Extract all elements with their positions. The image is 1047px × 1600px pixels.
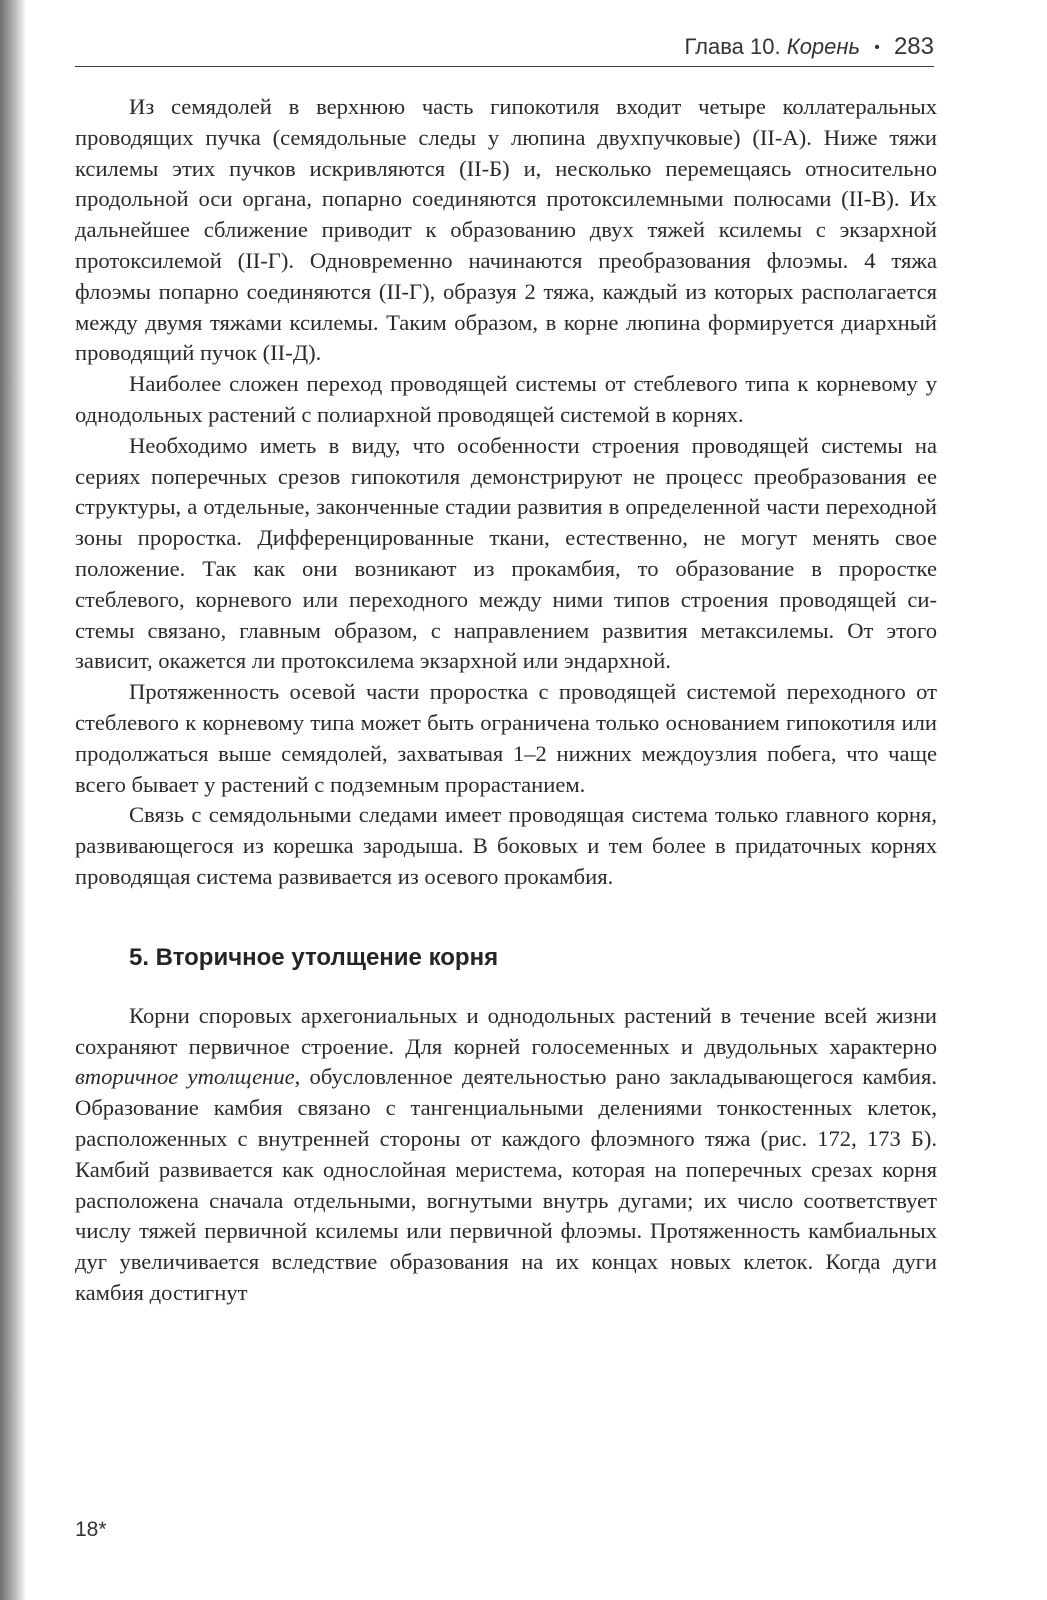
paragraph: Необходимо иметь в виду, что особенности строения проводящей системы на сериях поперечных срезов гипокотиля демонстрируют не процесс преобразования ее структуры, а отдельные, законченные стадии развития в определенной части переходной зоны проростка. Дифференцированные ткани, естественно, не могут менять свое положение. Так как они возникают из прокамбия, то образование в проростке стеблевого, корневого или переходного между ними типов строения проводящей системы связано, главным образом, с направлением развития метаксилемы. От этого зависит, окажется ли протоксилема экзархной или эндархной. xyxy=(75,432,937,674)
text-run: , обусловленное деятельностью рано закладывающегося камбия. Образование камбия связано с тангенциальными делениями тонкостенных клеток, расположенных с внутренней стороны от каждого флоэмного тяжа (рис. 172, 173 Б). Камбий развивается как однослойная меристема, которая на поперечных срезах корня расположена сначала отдельными, вогнутыми внутрь дугами; их число соответствует числу тяжей первичной ксилемы или первичной флоэмы. Протяженность камбиальных дуг увеличивается вследствие образования на их концах новых клеток. Когда дуги камбия достигнут xyxy=(75,1064,937,1305)
page-number: 283 xyxy=(893,33,934,60)
paragraph: Из семядолей в верхнюю часть гипокотиля входит четыре коллатеральных проводящих пучка (семядольные следы у люпина двухпучковые) (II-А). Ниже тяжи ксилемы этих пучков искривляются (II-Б) и, несколько перемещаясь относительно продольной оси органа, попарно соединяются протоксилемными полюсами (II-В). Их дальнейшее сближение приводит к образованию двух тяжей ксилемы с экзархной протоксилемой (II-Г). Одновременно начинаются преобразования флоэмы. 4 тяжа флоэмы попарно соединяются (II-Г), образуя 2 тяжа, каждый из которых располагается между двумя тяжами ксилемы. Таким образом, в корне люпина формируется диархный проводящий пучок (II-Д). xyxy=(75,94,937,366)
page-body xyxy=(75,92,937,1309)
paragraph: Протяженность осевой части проростка с проводящей системой переходного от стеблевого к корневому типа может быть ограничена только основанием гипокотиля или продолжаться выше семядолей, захватывая 1–2 нижних междоузлия побега, что чаще всего бывает у растений с подземным прорастанием. xyxy=(75,679,937,797)
signature-mark: 18* xyxy=(75,1518,107,1541)
paragraph: Связь с семядольными следами имеет проводящая система только главного корня, развивающегося из корешка зародыша. В боковых и тем более в придаточных корнях проводящая система развивается из осевого прокамбия. xyxy=(75,802,937,889)
bullet-separator: • xyxy=(874,39,880,56)
section-heading: 5. Вторичное утолщение корня xyxy=(129,943,499,971)
scan-page-edge xyxy=(0,0,26,1600)
section-label: Корень xyxy=(786,34,861,59)
paragraph: Наиболее сложен переход проводящей системы от стеблевого типа к корневому у однодольных растений с полиархной проводящей системой в корнях. xyxy=(75,371,937,427)
italic-term: вторичное утолщение xyxy=(75,1064,295,1090)
paragraph xyxy=(75,1001,937,1309)
running-head xyxy=(75,28,934,67)
chapter-label: Глава 10. xyxy=(684,34,781,59)
text-run: Корни споровых архегониальных и однодольных растений в течение всей жизни сохраняют первичное строение. Для корней голосеменных и двудольных характерно xyxy=(75,1002,937,1059)
